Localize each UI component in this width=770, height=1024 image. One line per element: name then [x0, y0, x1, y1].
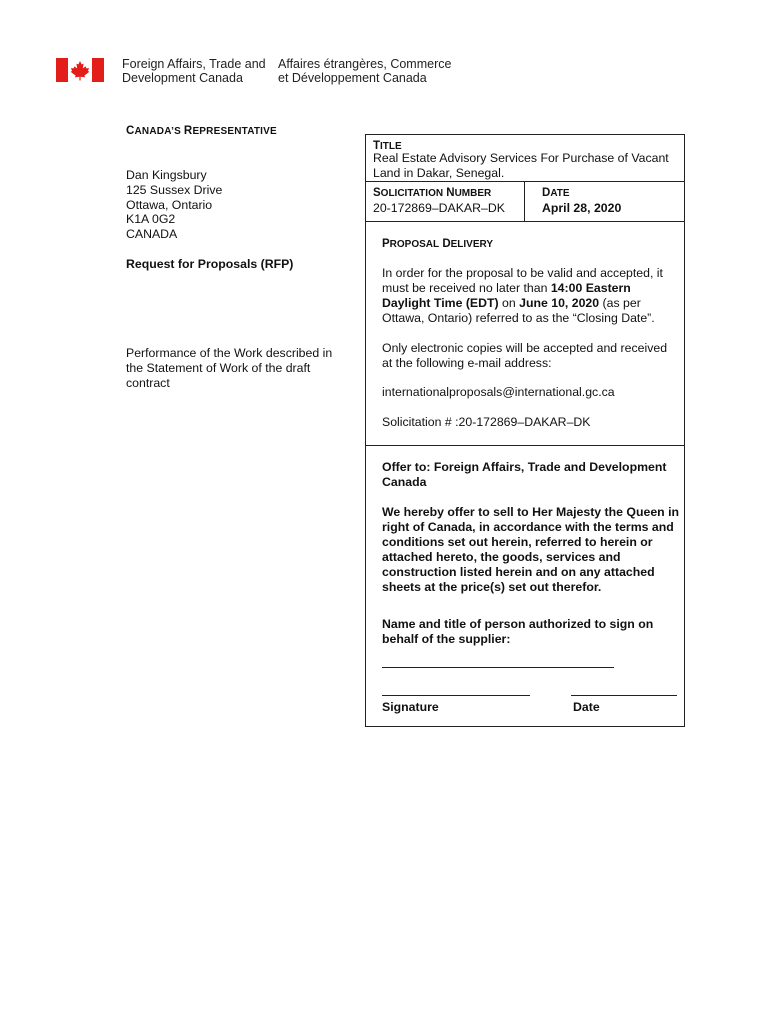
pd-p1-a: In order for the proposal to be valid and accepted, it must be received no later than	[382, 266, 663, 295]
canada-flag-logo	[56, 58, 104, 82]
address-street: 125 Sussex Drive	[126, 182, 223, 197]
signature-label: Signature	[382, 700, 439, 714]
address-city: Ottawa, Ontario	[126, 197, 213, 212]
rfp-label: Request for Proposals (RFP)	[126, 257, 294, 271]
divider-solicitation-date	[524, 181, 525, 221]
department-fr-line-2: et Développement Canada	[278, 71, 427, 85]
pd-p1-c: (as per Ottawa, Ontario) referred to as the “Closing Date”.	[382, 296, 655, 325]
rep-heading-s: S	[174, 126, 181, 137]
performance-description: Performance of the Work described in the Statement of Work of the draft contract	[126, 346, 333, 390]
rep-heading-r: R	[183, 125, 193, 137]
proposal-delivery-heading	[382, 238, 493, 250]
sol-heading-s: S	[373, 187, 381, 199]
solicitation-number-heading	[373, 187, 491, 199]
department-fr-line-1: Affaires étrangères, Commerce	[278, 57, 452, 71]
date-value: April 28, 2020	[542, 201, 622, 215]
representative-name: Dan Kingsbury	[126, 168, 207, 182]
date-heading-ate: ATE	[550, 188, 570, 199]
title-heading-itle: ITLE	[380, 141, 402, 152]
solicitation-reference: Solicitation # :20-172869–DAKAR–DK	[382, 415, 591, 429]
submission-email[interactable]: internationalproposals@international.gc.ca	[382, 385, 615, 399]
sol-heading-n: N	[443, 187, 455, 199]
pd-p1-b: on	[498, 296, 520, 310]
divider-solicitation	[366, 221, 684, 222]
signature-date-label: Date	[573, 700, 600, 714]
department-en-line-2: Development Canada	[122, 71, 243, 85]
rep-heading-anada: ANADA	[134, 126, 172, 137]
representative-address	[126, 168, 222, 242]
proposal-delivery-paragraph-1	[382, 266, 678, 326]
rep-heading-c: C	[126, 125, 135, 137]
address-country: CANADA	[126, 227, 178, 242]
address-postal: K1A 0G2	[126, 212, 176, 227]
date-heading	[542, 187, 570, 199]
offer-to: Offer to: Foreign Affairs, Trade and Development Canada	[382, 460, 667, 489]
department-name-english	[122, 57, 266, 85]
solicitation-box	[365, 134, 685, 727]
title-value: Real Estate Advisory Services For Purchase of Vacant Land in Dakar, Senegal.	[373, 151, 669, 180]
department-en-line-1: Foreign Affairs, Trade and	[122, 57, 266, 71]
pd-closing-time: 14:00 Eastern Daylight Time (EDT)	[382, 281, 631, 310]
rep-heading-epresentative: EPRESENTATIVE	[192, 126, 277, 137]
pd-heading-roposal: ROPOSAL	[389, 239, 440, 250]
title-heading-t: T	[373, 140, 381, 152]
representative-heading	[126, 125, 277, 137]
sol-heading-umber: UMBER	[454, 188, 492, 199]
divider-title	[366, 181, 684, 182]
date-heading-d: D	[542, 187, 551, 199]
offer-statement: We hereby offer to sell to Her Majesty the Queen in right of Canada, in accordance with the terms and conditions set out herein, referred to herein or attached hereto, the goods, services and construction listed herein and on any attached sheets at the price(s) set out therefor.	[382, 505, 680, 594]
pd-heading-p: P	[382, 238, 390, 250]
authorized-person-label: Name and title of person authorized to sign on behalf of the supplier:	[382, 617, 654, 646]
sol-heading-olicitation: OLICITATION	[380, 188, 444, 199]
proposal-delivery-paragraph-2: Only electronic copies will be accepted and received at the following e-mail address:	[382, 341, 668, 370]
rep-heading-apostrophe: ’	[171, 126, 175, 137]
solicitation-number-value: 20-172869–DAKAR–DK	[373, 201, 505, 215]
authorized-name-line[interactable]	[382, 667, 614, 668]
date-signature-line[interactable]	[571, 695, 677, 696]
pd-heading-d: D	[439, 238, 451, 250]
signature-line[interactable]	[382, 695, 530, 696]
pd-heading-elivery: ELIVERY	[450, 239, 494, 250]
pd-closing-date: June 10, 2020	[519, 296, 600, 310]
divider-proposal-delivery	[366, 445, 684, 446]
department-name-french	[278, 57, 451, 85]
